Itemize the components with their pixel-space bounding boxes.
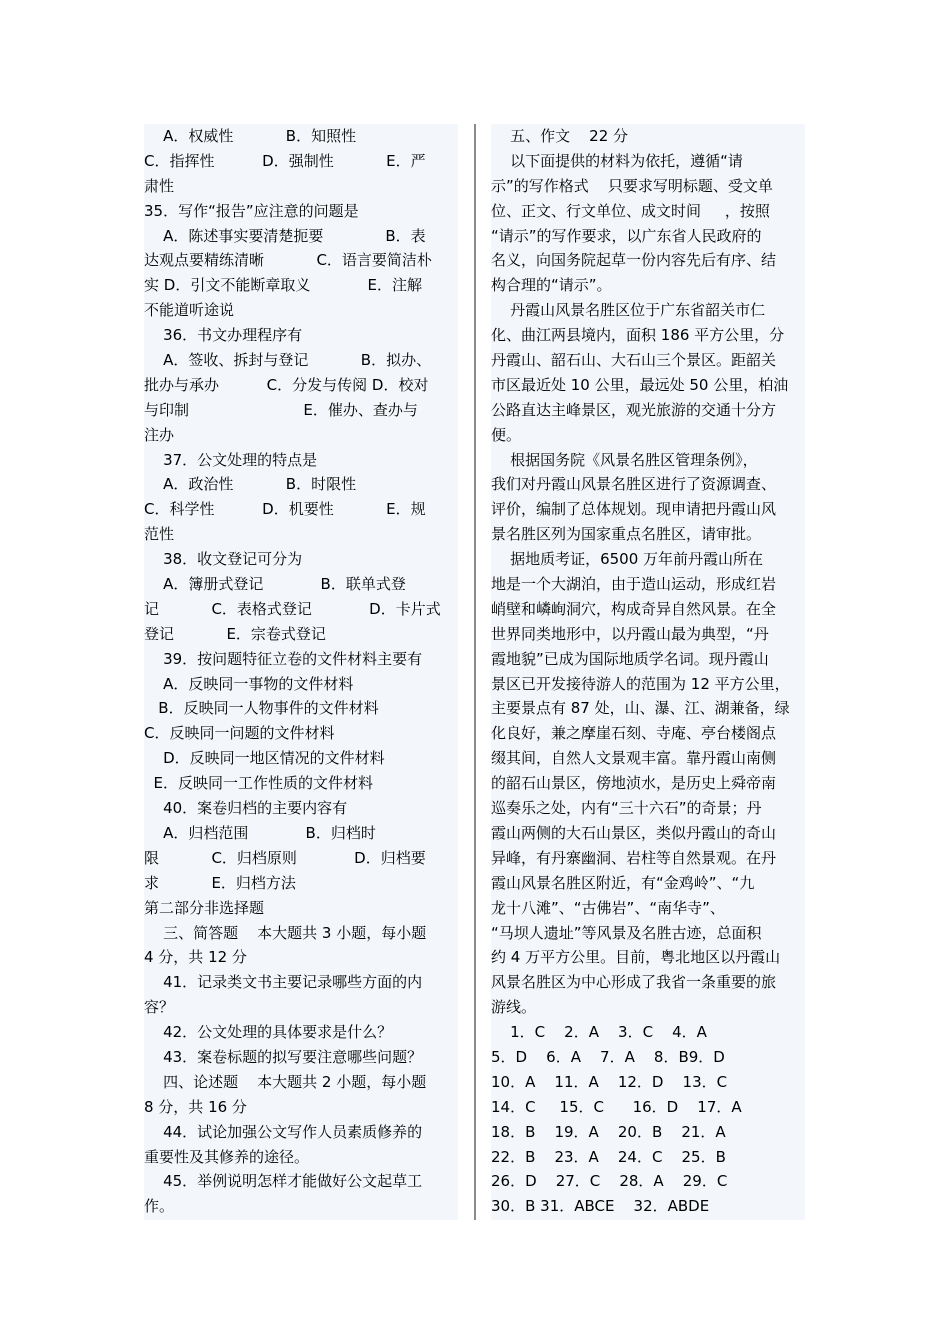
left-text-line: A．签收、拆封与登记 B．拟办、: [144, 351, 432, 370]
right-text-line: 巡奏乐之处，内有“三十六石”的奇景；丹: [491, 799, 762, 818]
right-text-line: 评价，编制了总体规划。现申请把丹霞山风: [491, 500, 777, 519]
right-text-line: 位、正文、行文单位、成文时间 ，按照: [491, 201, 770, 220]
right-text-line: 峭壁和嶙峋洞穴，构成奇异自然风景。在全: [491, 599, 777, 618]
right-text-line: “马坝人遗址”等风景及名胜古迹，总面积: [491, 923, 762, 942]
left-text-line: A．权威性 B．知照性: [144, 127, 357, 145]
right-text-line: 霞地貌”已成为国际地质学名词。现丹霞山: [491, 649, 769, 668]
left-text-line: A．归档范围 B．归档时: [144, 823, 376, 842]
left-column: [144, 124, 458, 1220]
right-text-line: 1．C 2．A 3．C 4．A: [491, 1023, 707, 1042]
left-text-line: 45．举例说明怎样才能做好公文起草工: [144, 1172, 423, 1191]
right-text-line: 化良好，兼之摩崖石刻、寺庵、亭台楼阁点: [491, 724, 777, 743]
left-text-line: 4 分，共 12 分: [144, 948, 247, 967]
left-text-line: 39．按问题特征立卷的文件材料主要有: [144, 649, 423, 668]
left-text-line: E．反映同一工作性质的文件材料: [144, 774, 374, 793]
left-text-line: B．反映同一人物事件的文件材料: [144, 699, 379, 718]
right-column: [491, 124, 805, 1220]
left-text-line: 42．公文处理的具体要求是什么？: [144, 1023, 393, 1042]
column-divider: [474, 124, 476, 1220]
right-text-line: 22．B 23．A 24．C 25．B: [491, 1147, 726, 1166]
right-text-line: 霞山两侧的大石山景区，类似丹霞山的奇山: [491, 823, 777, 842]
left-text-line: 登记 E．宗卷式登记: [144, 624, 326, 643]
right-text-line: 景区已开发接待游人的范围为 12 平方公里，: [491, 674, 790, 693]
left-text-line: 重要性及其修养的途径。: [144, 1147, 310, 1166]
right-text-line: “请示”的写作要求，以广东省人民政府的: [491, 226, 762, 245]
right-text-line: 市区最近处 10 公里，最远处 50 公里，柏油: [491, 375, 789, 394]
left-text-line: 第二部分非选择题: [144, 898, 265, 917]
right-text-line: 的韶石山景区，傍地浈水，是历史上舜帝南: [491, 774, 777, 793]
right-text-line: 主要景点有 87 处，山、瀑、江、湖兼备，绿: [491, 699, 790, 718]
left-text-line: A．簿册式登记 B．联单式登: [144, 575, 406, 594]
left-text-line: 作。: [144, 1197, 175, 1216]
right-text-line: 风景名胜区为中心形成了我省一条重要的旅: [491, 973, 777, 992]
right-text-line: 世界同类地形中，以丹霞山最为典型，“丹: [491, 624, 769, 643]
right-text-line: 龙十八滩”、“古佛岩”、“南华寺”、: [491, 898, 725, 917]
right-text-line: 14．C 15．C 16．D 17．A: [491, 1097, 742, 1116]
left-text-line: A．反映同一事物的文件材料: [144, 674, 354, 693]
right-text-line: 根据国务院《风景名胜区管理条例》，: [491, 450, 758, 469]
left-text-line: C．科学性 D．机要性 E．规: [144, 500, 426, 519]
left-text-line: 批办与承办 C．分发与传阅 D．校对: [144, 375, 429, 394]
left-text-line: 范性: [144, 525, 175, 544]
left-text-line: A．陈述事实要清楚扼要 B．表: [144, 226, 426, 245]
left-text-line: 三、简答题 本大题共 3 小题，每小题: [144, 923, 427, 942]
right-text-line: 名义，向国务院起草一份内容先后有序、结: [491, 251, 777, 270]
left-text-line: 38．收文登记可分为: [144, 550, 303, 569]
right-text-line: 缀其间，自然人文景观丰富。靠丹霞山南侧: [491, 749, 777, 768]
right-text-line: 地是一个大湖泊，由于造山运动，形成红岩: [491, 575, 777, 594]
left-text-line: 容？: [144, 998, 175, 1017]
right-text-line: 霞山风景名胜区附近，有“金鸡岭”、“九: [491, 873, 755, 892]
right-text-line: 化、曲江两县境内，面积 186 平方公里，分: [491, 326, 785, 345]
left-text-line: 求 E．归档方法: [144, 873, 296, 892]
right-text-line: 五、作文 22 分: [491, 127, 629, 145]
left-text-line: 实 D．引文不能断章取义 E．注解: [144, 276, 423, 295]
left-text-line: 41．记录类文书主要记录哪些方面的内: [144, 973, 423, 992]
right-text-line: 18．B 19．A 20．B 21．A: [491, 1122, 726, 1141]
left-text-line: 36．书文办理程序有: [144, 326, 303, 345]
left-text-line: C．反映同一问题的文件材料: [144, 724, 335, 743]
right-text-line: 示”的写作格式 只要求写明标题、受文单: [491, 176, 773, 195]
right-text-line: 约 4 万平方公里。目前，粤北地区以丹霞山: [491, 948, 781, 967]
left-text-line: A．政治性 B．时限性: [144, 475, 357, 494]
right-text-line: 据地质考证，6500 万年前丹霞山所在: [491, 550, 764, 569]
left-text-line: 43．案卷标题的拟写要注意哪些问题？: [144, 1047, 423, 1066]
left-text-line: C．指挥性 D．强制性 E．严: [144, 151, 426, 170]
left-text-line: 8 分，共 16 分: [144, 1097, 247, 1116]
left-text-line: 记 C．表格式登记 D．卡片式: [144, 599, 441, 618]
right-text-line: 我们对丹霞山风景名胜区进行了资源调查、: [491, 475, 777, 494]
right-text-line: 便。: [491, 425, 522, 444]
left-text-line: 注办: [144, 425, 175, 444]
right-text-line: 5．D 6．A 7．A 8．B9．D: [491, 1047, 725, 1066]
left-text-line: 不能道听途说: [144, 301, 235, 320]
left-text-line: 达观点要精练清晰 C．语言要简洁朴: [144, 251, 432, 270]
right-text-line: 公路直达主峰景区，观光旅游的交通十分方: [491, 400, 777, 419]
left-text-line: 限 C．归档原则 D．归档要: [144, 848, 426, 867]
right-text-line: 景名胜区列为国家重点名胜区，请审批。: [491, 525, 762, 544]
left-text-line: 40．案卷归档的主要内容有: [144, 799, 348, 818]
left-text-line: 44．试论加强公文写作人员素质修养的: [144, 1122, 423, 1141]
left-text-line: 37．公文处理的特点是: [144, 450, 318, 469]
left-text-line: 肃性: [144, 176, 175, 195]
left-text-line: 35．写作“报告”应注意的问题是: [144, 201, 359, 220]
right-text-line: 丹霞山风景名胜区位于广东省韶关市仁: [491, 301, 766, 320]
right-text-line: 游线。: [491, 998, 537, 1017]
right-text-line: 以下面提供的材料为依托，遵循“请: [491, 151, 743, 170]
right-text-line: 构合理的“请示”。: [491, 276, 612, 295]
left-text-line: 四、论述题 本大题共 2 小题，每小题: [144, 1072, 427, 1091]
right-text-line: 丹霞山、韶石山、大石山三个景区。距韶关: [491, 351, 777, 370]
right-text-line: 10．A 11．A 12．D 13．C: [491, 1072, 728, 1091]
right-text-line: 30．B 31．ABCE 32．ABDE: [491, 1197, 710, 1216]
left-text-line: D．反映同一地区情况的文件材料: [144, 749, 385, 768]
left-text-line: 与印制 E．催办、查办与: [144, 400, 418, 419]
right-text-line: 26．D 27．C 28．A 29．C: [491, 1172, 728, 1191]
right-text-line: 异峰，有丹寨幽洞、岩柱等自然景观。在丹: [491, 848, 777, 867]
